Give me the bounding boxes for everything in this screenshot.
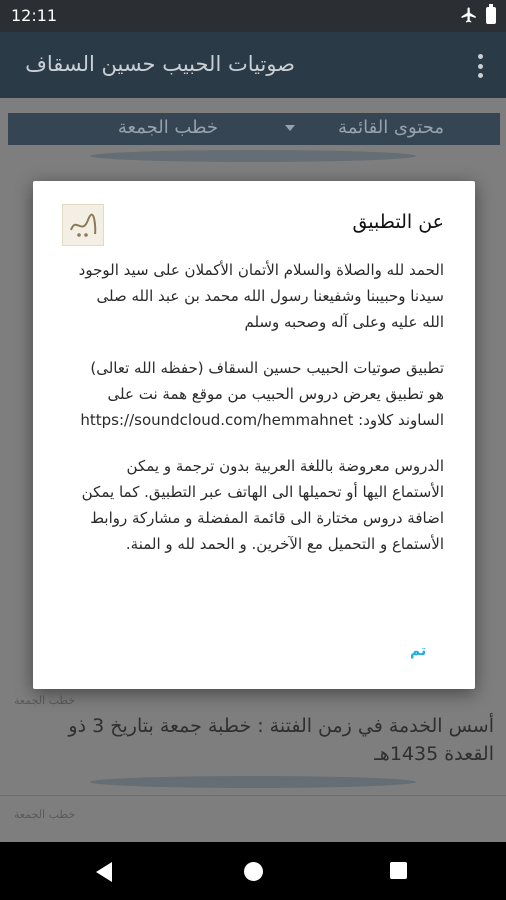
item-category: خطب الجمعة — [14, 808, 76, 821]
list-content-spinner[interactable] — [8, 113, 500, 145]
navigation-bar — [0, 842, 506, 900]
airplane-icon — [460, 6, 478, 24]
ok-button[interactable]: تم — [410, 643, 427, 659]
dropdown-arrow-icon — [285, 125, 295, 131]
wave-divider — [90, 150, 416, 162]
wave-divider — [90, 776, 416, 788]
spinner-label: محتوى القائمة — [338, 117, 444, 138]
app-logo — [62, 204, 104, 246]
status-icons — [460, 6, 496, 24]
calligraphy-logo-icon — [66, 208, 100, 242]
dialog-paragraph: تطبيق صوتيات الحبيب حسين السقاف (حفظه الله تعالى) هو تطبيق يعرض دروس الحبيب من موقع همة نت على الساوند كلاود: https://soundcloud.com/hemmahnet — [80, 359, 444, 429]
dialog-paragraph: الدروس معروضة باللغة العربية بدون ترجمة و يمكن الأستماع اليها أو تحميلها الى الهاتف عبر التطبيق. كما يمكن اضافة دروس مختارة الى قائمة المفضلة و مشاركة روابط الأستماع و التحميل مع الآخرين. و الحمد لله و المنة. — [81, 457, 444, 553]
recents-icon[interactable] — [390, 862, 407, 879]
status-time: 12:11 — [11, 6, 58, 25]
status-bar — [0, 0, 506, 32]
dialog-title: عن التطبيق — [352, 211, 444, 233]
spinner-selected-value: خطب الجمعة — [117, 117, 218, 138]
battery-icon — [486, 7, 496, 24]
about-dialog — [33, 181, 475, 689]
app-title: صوتيات الحبيب حسين السقاف — [25, 52, 295, 76]
item-category: خطب الجمعة — [14, 694, 76, 707]
item-title: أسس الخدمة في زمن الفتنة : خطبة جمعة بتاريخ 3 ذو القعدة 1435هـ — [68, 715, 494, 765]
list-item[interactable] — [0, 798, 506, 842]
back-icon[interactable] — [96, 862, 112, 882]
dialog-body — [73, 257, 444, 577]
dialog-paragraph: الحمد لله والصلاة والسلام الأتمان الأكملان على سيد الوجود سيدنا وحبيبنا وشفيعنا رسول الله محمد بن عبد الله صلى الله عليه وعلى آله وصحبه وسلم — [78, 261, 444, 331]
app-bar — [0, 32, 506, 98]
overflow-menu-icon[interactable] — [478, 54, 484, 78]
home-icon[interactable] — [244, 862, 263, 881]
